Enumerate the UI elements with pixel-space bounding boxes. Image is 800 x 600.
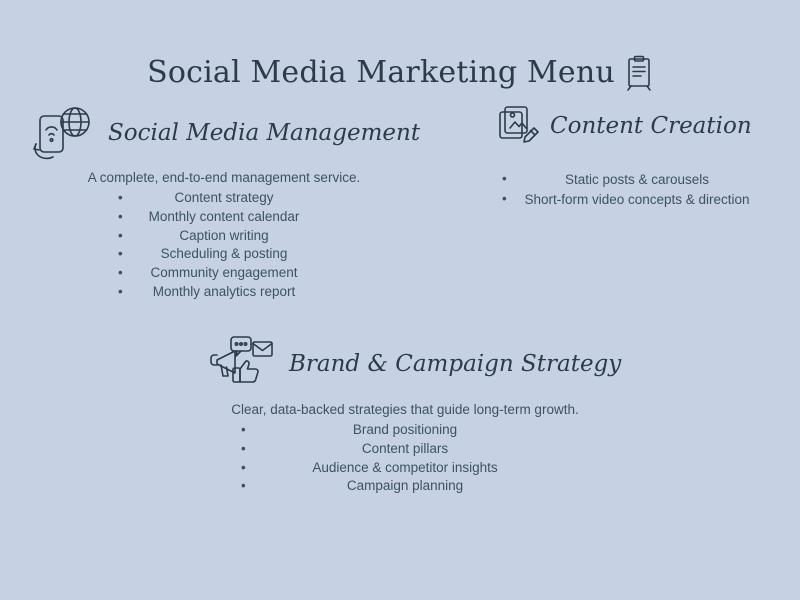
section-item-list	[44, 189, 404, 302]
bullet-glyph: •	[118, 246, 123, 262]
page-title-row	[0, 52, 800, 92]
list-item	[205, 459, 605, 478]
list-item	[492, 190, 782, 210]
section-content-creation	[492, 104, 792, 209]
list-item	[205, 477, 605, 496]
list-item	[44, 245, 404, 264]
list-item	[44, 189, 404, 208]
list-item-label: Short-form video concepts & direction	[524, 191, 750, 207]
bullet-glyph: •	[502, 171, 507, 186]
section-brand-campaign-strategy	[205, 336, 622, 496]
list-item	[44, 283, 404, 302]
list-item	[44, 264, 404, 283]
list-item-label: Monthly content calendar	[148, 208, 300, 224]
section-header	[492, 104, 792, 148]
section-item-list	[492, 170, 782, 209]
section-title: Social Media Management	[108, 120, 421, 146]
bullet-glyph: •	[118, 208, 123, 224]
bullet-glyph: •	[118, 283, 123, 299]
bullet-glyph: •	[502, 190, 507, 206]
section-description: Clear, data-backed strategies that guide long-term growth.	[231, 402, 579, 417]
list-item	[205, 440, 605, 459]
section-description: A complete, end-to-end management service.	[87, 170, 361, 185]
list-item	[492, 170, 782, 190]
list-item	[205, 421, 605, 440]
bullet-glyph: •	[118, 190, 123, 205]
list-item-label: Static posts & carousels	[564, 172, 710, 187]
list-item-label: Caption writing	[179, 227, 269, 243]
bullet-glyph: •	[118, 227, 123, 243]
list-item-label: Audience & competitor insights	[312, 459, 498, 475]
list-item-label: Community engagement	[150, 265, 298, 281]
section-social-media-management	[22, 104, 421, 302]
list-item-label: Content strategy	[174, 190, 274, 205]
section-item-list	[205, 421, 605, 496]
list-item-label: Monthly analytics report	[152, 283, 296, 299]
section-header	[205, 336, 622, 392]
bullet-glyph: •	[241, 422, 246, 437]
list-item	[44, 227, 404, 246]
section-header	[22, 104, 421, 162]
section-title: Brand & Campaign Strategy	[289, 351, 622, 377]
list-item-label: Scheduling & posting	[160, 246, 288, 262]
photo-pencil-icon	[494, 104, 540, 148]
clipboard-icon	[625, 54, 653, 92]
phone-globe-wifi-icon	[26, 104, 98, 162]
megaphone-thumbsup-mail-icon	[209, 336, 279, 392]
bullet-glyph: •	[241, 440, 246, 456]
bullet-glyph: •	[241, 478, 246, 494]
list-item-label: Content pillars	[361, 440, 449, 456]
page-title: Social Media Marketing Menu	[147, 54, 615, 90]
list-item-label: Campaign planning	[346, 478, 464, 494]
bullet-glyph: •	[241, 459, 246, 475]
list-item-label: Brand positioning	[352, 422, 458, 437]
section-title: Content Creation	[550, 113, 752, 139]
list-item	[44, 208, 404, 227]
bullet-glyph: •	[118, 265, 123, 281]
